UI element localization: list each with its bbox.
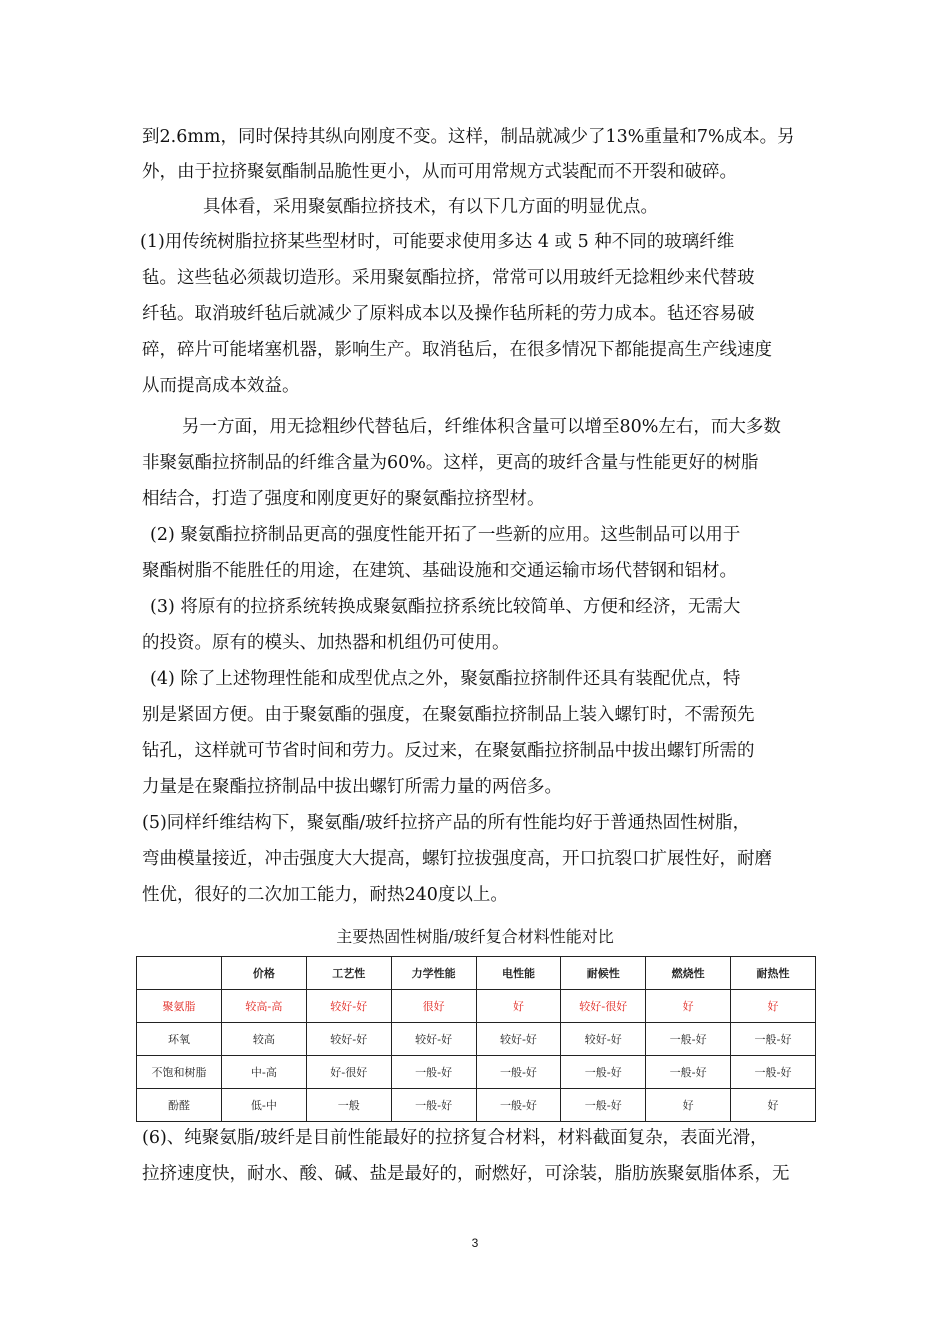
table-row (137, 990, 816, 1023)
table-row (137, 1056, 816, 1089)
table-cell: 一般-好 (476, 1056, 561, 1089)
table-cell: 好 (476, 990, 561, 1023)
table-cell: 一般-好 (476, 1089, 561, 1122)
text-line: 拉挤速度快，耐水、酸、碱、盐是最好的，耐燃好，可涂装，脂肪族聚氨脂体系，无 (142, 1164, 790, 1184)
text-line: 从而提高成本效益。 (142, 376, 300, 396)
table-cell: 酚醛 (137, 1089, 222, 1122)
table-cell: 较好-好 (306, 1023, 391, 1056)
table-cell: 一般-好 (646, 1023, 731, 1056)
text-line: 力量是在聚酯拉挤制品中拔出螺钉所需力量的两倍多。 (142, 777, 562, 797)
table-cell: 不饱和树脂 (137, 1056, 222, 1089)
text-line: 相结合，打造了强度和刚度更好的聚氨酯拉挤型材。 (142, 489, 545, 509)
table-cell: 低-中 (222, 1089, 307, 1122)
header-cell: 力学性能 (391, 957, 476, 990)
table-cell: 较好-好 (306, 990, 391, 1023)
table-cell: 较高 (222, 1023, 307, 1056)
text-line: (3) 将原有的拉挤系统转换成聚氨酯拉挤系统比较简单、方便和经济，无需大 (150, 597, 741, 617)
text-line: 到2.6mm，同时保持其纵向刚度不变。这样，制品就减少了13%重量和7%成本。另 (142, 127, 795, 147)
table-cell: 较好-好 (476, 1023, 561, 1056)
table-cell: 一般-好 (731, 1056, 816, 1089)
table-cell: 很好 (391, 990, 476, 1023)
header-cell: 耐候性 (561, 957, 646, 990)
table-cell: 一般-好 (561, 1089, 646, 1122)
text-line: 钻孔，这样就可节省时间和劳力。反过来，在聚氨酯拉挤制品中拔出螺钉所需的 (142, 741, 755, 761)
text-line: 毡。这些毡必须裁切造形。采用聚氨酯拉挤，常常可以用玻纤无捻粗纱来代替玻 (142, 268, 755, 288)
text-line: 碎，碎片可能堵塞机器，影响生产。取消毡后，在很多情况下都能提高生产线速度 (142, 340, 772, 360)
table-row (137, 1089, 816, 1122)
text-line: (6)、纯聚氨脂/玻纤是目前性能最好的拉挤复合材料，材料截面复杂，表面光滑， (142, 1128, 768, 1148)
table-cell: 聚氨脂 (137, 990, 222, 1023)
text-line: 别是紧固方便。由于聚氨酯的强度，在聚氨酯拉挤制品上装入螺钉时，不需预先 (142, 705, 755, 725)
table-cell: 好-很好 (306, 1056, 391, 1089)
text-line: 外，由于拉挤聚氨酯制品脆性更小，从而可用常规方式装配而不开裂和破碎。 (142, 162, 737, 182)
table-cell: 一般-好 (561, 1056, 646, 1089)
table-cell: 较好-很好 (561, 990, 646, 1023)
table-title: 主要热固性树脂/玻纤复合材料性能对比 (336, 927, 614, 946)
text-line: 的投资。原有的模头、加热器和机组仍可使用。 (142, 633, 510, 653)
header-cell: 燃烧性 (646, 957, 731, 990)
header-cell: 耐热性 (731, 957, 816, 990)
text-line: (1)用传统树脂拉挤某些型材时，可能要求使用多达 4 或 5 种不同的玻璃纤维 (140, 232, 735, 252)
table-cell: 好 (646, 1089, 731, 1122)
table-cell: 较好-好 (561, 1023, 646, 1056)
header-cell (137, 957, 222, 990)
header-cell: 工艺性 (306, 957, 391, 990)
table-cell: 一般-好 (391, 1089, 476, 1122)
header-cell: 价格 (222, 957, 307, 990)
text-line: (5)同样纤维结构下，聚氨酯/玻纤拉挤产品的所有性能均好于普通热固性树脂， (142, 813, 751, 833)
text-line: 非聚氨酯拉挤制品的纤维含量为60%。这样，更高的玻纤含量与性能更好的树脂 (142, 453, 759, 473)
table-cell: 好 (731, 990, 816, 1023)
table-cell: 好 (731, 1089, 816, 1122)
header-cell: 电性能 (476, 957, 561, 990)
table-cell: 一般-好 (391, 1056, 476, 1089)
text-line: (4) 除了上述物理性能和成型优点之外，聚氨酯拉挤制件还具有装配优点，特 (150, 669, 741, 689)
text-line: 另一方面，用无捻粗纱代替毡后，纤维体积含量可以增至80%左右，而大多数 (182, 417, 781, 437)
text-line: 纤毡。取消玻纤毡后就减少了原料成本以及操作毡所耗的劳力成本。毡还容易破 (142, 304, 755, 324)
table-header-row (137, 957, 816, 990)
table-cell: 一般-好 (646, 1056, 731, 1089)
table-cell: 环氧 (137, 1023, 222, 1056)
text-line: (2) 聚氨酯拉挤制品更高的强度性能开拓了一些新的应用。这些制品可以用于 (150, 525, 741, 545)
table-row (137, 1023, 816, 1056)
text-line: 聚酯树脂不能胜任的用途，在建筑、基础设施和交通运输市场代替钢和铝材。 (142, 561, 737, 581)
table-cell: 一般 (306, 1089, 391, 1122)
text-line: 具体看，采用聚氨酯拉挤技术，有以下几方面的明显优点。 (203, 197, 658, 217)
table-cell: 一般-好 (731, 1023, 816, 1056)
text-line: 弯曲模量接近，冲击强度大大提高，螺钉拉拔强度高，开口抗裂口扩展性好，耐磨 (142, 849, 772, 869)
table-cell: 较好-好 (391, 1023, 476, 1056)
page-number: 3 (471, 1236, 479, 1250)
table-cell: 好 (646, 990, 731, 1023)
properties-table (136, 956, 816, 1122)
text-line: 性优，很好的二次加工能力，耐热240度以上。 (142, 885, 508, 905)
table-cell: 中-高 (222, 1056, 307, 1089)
table-cell: 较高-高 (222, 990, 307, 1023)
